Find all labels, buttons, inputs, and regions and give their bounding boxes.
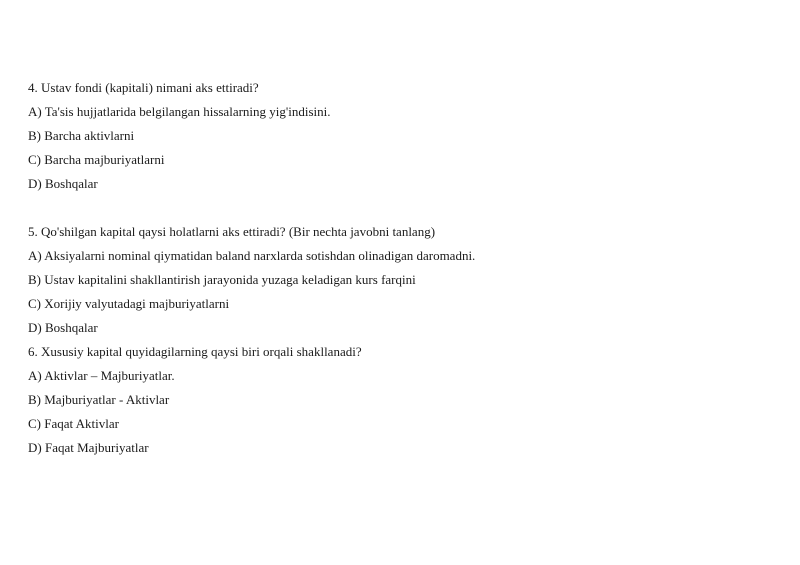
question-5-option-d: D) Boshqalar xyxy=(28,320,98,335)
question-6-option-a: A) Aktivlar – Majburiyatlar. xyxy=(28,368,175,383)
question-4-text: 4. Ustav fondi (kapitali) nimani aks ettiradi? xyxy=(28,80,259,95)
question-6-option-d: D) Faqat Majburiyatlar xyxy=(28,440,149,455)
question-4-option-d: D) Boshqalar xyxy=(28,176,98,191)
question-4-option-c: C) Barcha majburiyatlarni xyxy=(28,152,165,167)
question-6-option-b: B) Majburiyatlar - Aktivlar xyxy=(28,392,170,407)
question-5-option-c: C) Xorijiy valyutadagi majburiyatlarni xyxy=(28,296,230,311)
question-5-option-a: A) Aksiyalarni nominal qiymatidan baland narxlarda sotishdan olinadigan daromadni. xyxy=(28,248,476,263)
question-4-option-a: A) Ta'sis hujjatlarida belgilangan hissalarning yig'indisini. xyxy=(28,104,331,119)
question-6-option-c: C) Faqat Aktivlar xyxy=(28,416,119,431)
question-5-text: 5. Qo'shilgan kapital qaysi holatlarni aks ettiradi? (Bir nechta javobni tanlang) xyxy=(28,224,436,239)
question-6-text: 6. Xususiy kapital quyidagilarning qaysi biri orqali shakllanadi? xyxy=(28,344,362,359)
question-4-option-b: B) Barcha aktivlarni xyxy=(28,128,135,143)
question-5-option-b: B) Ustav kapitalini shakllantirish jarayonida yuzaga keladigan kurs farqini xyxy=(28,272,416,287)
